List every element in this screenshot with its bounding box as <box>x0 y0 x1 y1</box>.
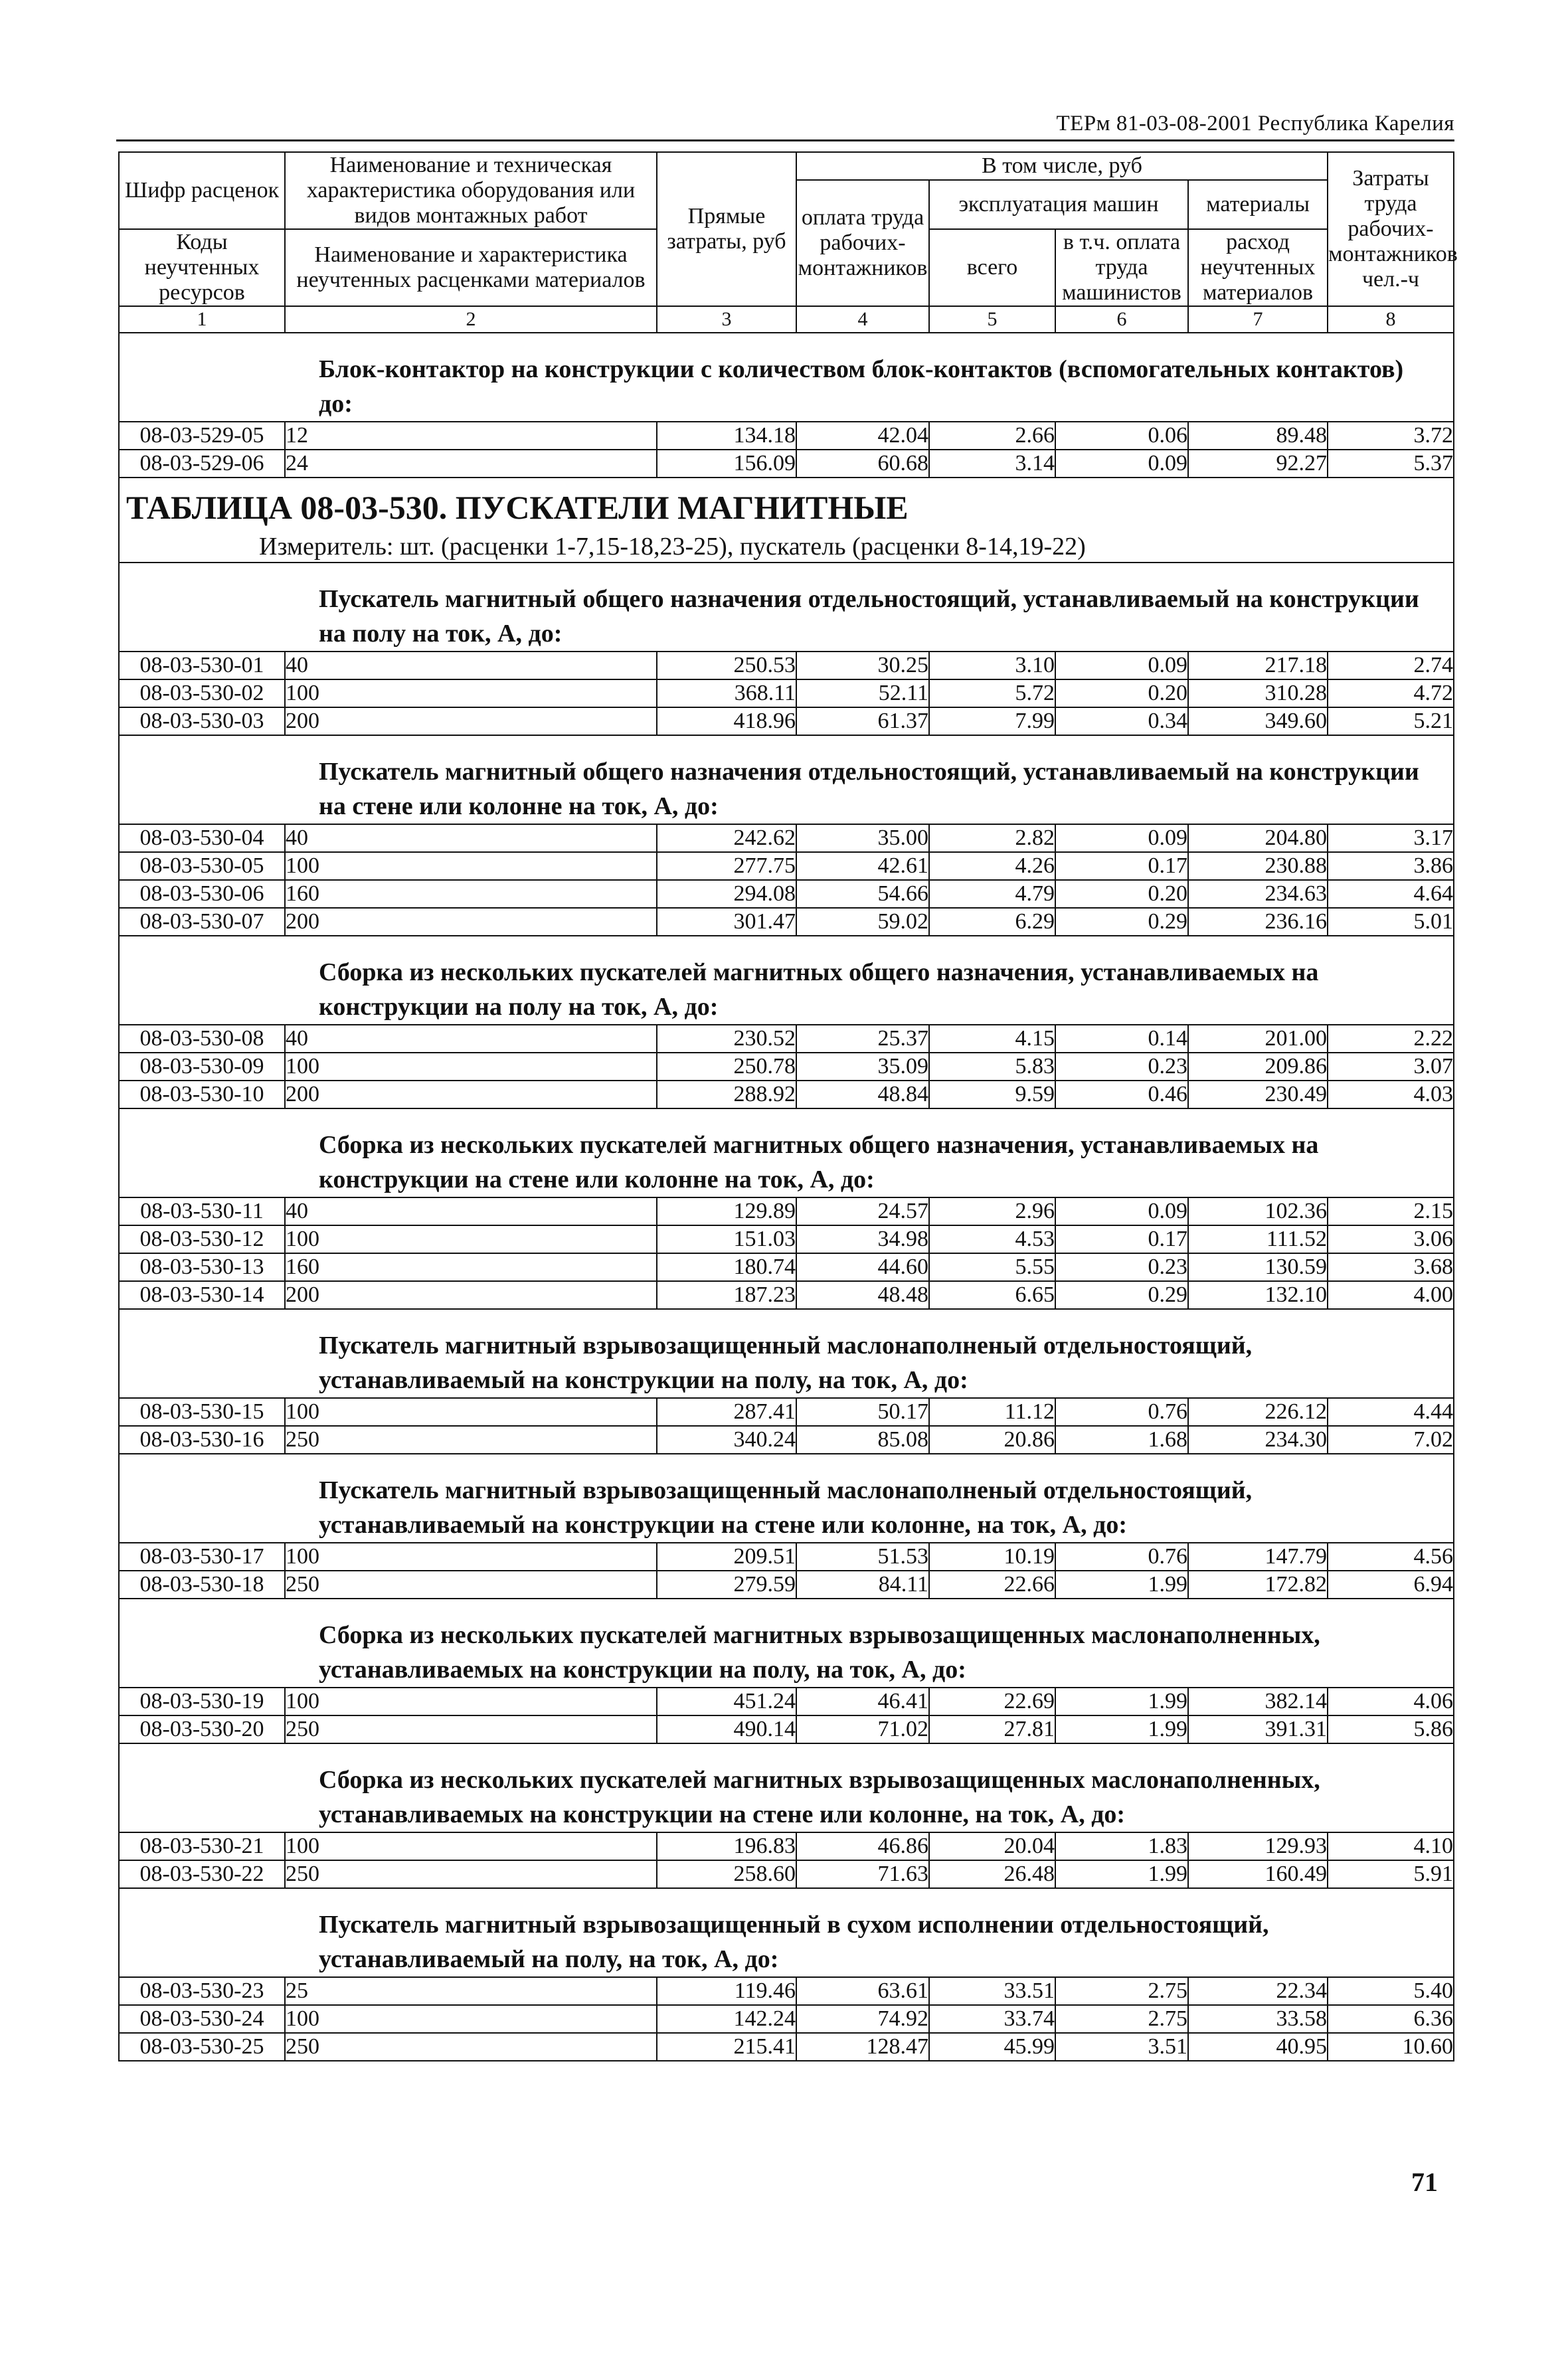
rate-value: 2.74 <box>1328 652 1454 679</box>
rate-value: 2.22 <box>1328 1025 1454 1053</box>
rate-value: 128.47 <box>796 2033 929 2061</box>
rate-value: 6.36 <box>1328 2005 1454 2033</box>
rate-parameter: 160 <box>285 880 657 908</box>
table-row <box>119 1281 1454 1309</box>
rate-value: 0.29 <box>1055 1281 1188 1309</box>
rate-code: 08-03-530-07 <box>119 908 285 936</box>
col-including: В том числе, руб <box>796 152 1328 180</box>
rate-value: 3.06 <box>1328 1225 1454 1253</box>
rate-parameter: 200 <box>285 908 657 936</box>
rate-value: 2.75 <box>1055 2005 1188 2033</box>
table-row <box>119 1398 1454 1426</box>
rate-parameter: 100 <box>285 1398 657 1426</box>
rate-value: 0.76 <box>1055 1543 1188 1571</box>
rate-value: 0.20 <box>1055 679 1188 707</box>
col-name-top: Наименование и техническая характеристика оборудования или видов монтажных работ <box>285 152 657 229</box>
rate-value: 0.29 <box>1055 908 1188 936</box>
col-machines-total: всего <box>929 229 1055 306</box>
col-code-top: Шифр расценок <box>119 152 285 229</box>
rate-parameter: 200 <box>285 1081 657 1108</box>
rate-value: 5.21 <box>1328 707 1454 735</box>
rate-value: 277.75 <box>657 852 796 880</box>
table-row <box>119 2033 1454 2061</box>
col-number: 2 <box>285 306 657 333</box>
rate-value: 48.84 <box>796 1081 929 1108</box>
rate-value: 1.83 <box>1055 1832 1188 1860</box>
table-row <box>119 1025 1454 1053</box>
rate-code: 08-03-530-19 <box>119 1688 285 1715</box>
rate-value: 279.59 <box>657 1571 796 1599</box>
col-number: 3 <box>657 306 796 333</box>
rate-value: 46.86 <box>796 1832 929 1860</box>
section-title: Сборка из нескольких пускателей магнитных взрывозащищенных маслонаполненных, устанавливаемых на конструкции на стене или колонне, на ток, А, до: <box>319 1766 1320 1828</box>
section-title-row <box>119 1888 1454 1977</box>
rate-value: 4.03 <box>1328 1081 1454 1108</box>
col-name-bottom: Наименование и характеристика неучтенных расценками материалов <box>285 229 657 306</box>
rate-code: 08-03-530-03 <box>119 707 285 735</box>
col-machines: эксплуатация машин <box>929 180 1188 229</box>
rate-value: 294.08 <box>657 880 796 908</box>
table-row <box>119 824 1454 852</box>
rate-value: 30.25 <box>796 652 929 679</box>
rate-value: 59.02 <box>796 908 929 936</box>
rate-value: 60.68 <box>796 450 929 478</box>
rate-parameter: 100 <box>285 679 657 707</box>
rate-value: 6.94 <box>1328 1571 1454 1599</box>
table-row <box>119 1543 1454 1571</box>
rate-value: 209.86 <box>1188 1053 1328 1081</box>
table-row <box>119 2005 1454 2033</box>
table-measure-unit: Измеритель: шт. (расценки 1-7,15-18,23-25), пускатель (расценки 8-14,19-22) <box>259 533 1086 561</box>
table-row <box>119 679 1454 707</box>
section-title-row <box>119 1454 1454 1543</box>
rate-value: 4.72 <box>1328 679 1454 707</box>
rate-parameter: 100 <box>285 1688 657 1715</box>
col-number: 1 <box>119 306 285 333</box>
section-title-row <box>119 1599 1454 1688</box>
section-title: Пускатель магнитный общего назначения отдельностоящий, устанавливаемый на конструкции на стене или колонне на ток, А, до: <box>319 758 1419 820</box>
rate-value: 4.15 <box>929 1025 1055 1053</box>
column-numbers-row <box>119 306 1454 333</box>
rate-value: 4.64 <box>1328 880 1454 908</box>
rate-value: 6.29 <box>929 908 1055 936</box>
rate-value: 217.18 <box>1188 652 1328 679</box>
rate-value: 234.30 <box>1188 1426 1328 1454</box>
rate-value: 45.99 <box>929 2033 1055 2061</box>
rate-code: 08-03-530-23 <box>119 1977 285 2005</box>
rate-value: 2.75 <box>1055 1977 1188 2005</box>
rate-parameter: 40 <box>285 1197 657 1225</box>
table-row <box>119 1197 1454 1225</box>
rate-code: 08-03-530-02 <box>119 679 285 707</box>
rate-value: 42.61 <box>796 852 929 880</box>
rate-value: 382.14 <box>1188 1688 1328 1715</box>
rate-value: 89.48 <box>1188 422 1328 450</box>
rate-parameter: 40 <box>285 652 657 679</box>
rate-value: 10.60 <box>1328 2033 1454 2061</box>
rate-code: 08-03-530-01 <box>119 652 285 679</box>
rate-value: 340.24 <box>657 1426 796 1454</box>
table-row <box>119 1426 1454 1454</box>
rate-value: 142.24 <box>657 2005 796 2033</box>
rate-value: 4.79 <box>929 880 1055 908</box>
rate-value: 2.66 <box>929 422 1055 450</box>
rate-code: 08-03-530-10 <box>119 1081 285 1108</box>
rate-value: 5.72 <box>929 679 1055 707</box>
rate-value: 3.14 <box>929 450 1055 478</box>
rate-value: 209.51 <box>657 1543 796 1571</box>
rate-parameter: 40 <box>285 824 657 852</box>
table-row <box>119 1715 1454 1743</box>
rate-value: 85.08 <box>796 1426 929 1454</box>
rate-value: 27.81 <box>929 1715 1055 1743</box>
rate-value: 234.63 <box>1188 880 1328 908</box>
section-title: Сборка из нескольких пускателей магнитных общего назначения, устанавливаемых на конструкции на стене или колонне на ток, А, до: <box>319 1131 1319 1193</box>
rate-value: 33.74 <box>929 2005 1055 2033</box>
rate-value: 201.00 <box>1188 1025 1328 1053</box>
rate-value: 204.80 <box>1188 824 1328 852</box>
rate-parameter: 200 <box>285 707 657 735</box>
rate-value: 22.69 <box>929 1688 1055 1715</box>
rate-value: 5.86 <box>1328 1715 1454 1743</box>
rate-value: 10.19 <box>929 1543 1055 1571</box>
rate-value: 0.06 <box>1055 422 1188 450</box>
rate-value: 0.23 <box>1055 1053 1188 1081</box>
table-row <box>119 1053 1454 1081</box>
table-body <box>119 333 1454 2061</box>
section-title: Пускатель магнитный взрывозащищенный маслонаполненый отдельностоящий, устанавливаемый на конструкции на полу, на ток, А, до: <box>319 1332 1253 1394</box>
rate-value: 48.48 <box>796 1281 929 1309</box>
rate-value: 4.06 <box>1328 1688 1454 1715</box>
rate-value: 418.96 <box>657 707 796 735</box>
rate-parameter: 250 <box>285 1715 657 1743</box>
rate-value: 25.37 <box>796 1025 929 1053</box>
section-title-row <box>119 563 1454 652</box>
section-title: Пускатель магнитный общего назначения отдельностоящий, устанавливаемый на конструкции на полу на ток, А, до: <box>319 585 1419 648</box>
rate-value: 160.49 <box>1188 1860 1328 1888</box>
col-direct-costs: Прямые затраты, руб <box>657 152 796 306</box>
col-code-bottom: Коды неучтенных ресурсов <box>119 229 285 306</box>
rate-value: 2.82 <box>929 824 1055 852</box>
rate-parameter: 100 <box>285 1053 657 1081</box>
rate-value: 0.14 <box>1055 1025 1188 1053</box>
rate-code: 08-03-529-06 <box>119 450 285 478</box>
rate-value: 3.51 <box>1055 2033 1188 2061</box>
rate-value: 132.10 <box>1188 1281 1328 1309</box>
rate-value: 71.63 <box>796 1860 929 1888</box>
section-title-row <box>119 735 1454 824</box>
rate-value: 288.92 <box>657 1081 796 1108</box>
rate-code: 08-03-530-24 <box>119 2005 285 2033</box>
table-header <box>119 152 1458 333</box>
page-number: 71 <box>1411 2167 1438 2197</box>
rate-value: 287.41 <box>657 1398 796 1426</box>
rate-value: 250.78 <box>657 1053 796 1081</box>
rate-value: 35.00 <box>796 824 929 852</box>
rate-value: 151.03 <box>657 1225 796 1253</box>
rate-value: 46.41 <box>796 1688 929 1715</box>
col-number: 4 <box>796 306 929 333</box>
table-row <box>119 1688 1454 1715</box>
rate-value: 1.99 <box>1055 1715 1188 1743</box>
rate-code: 08-03-530-04 <box>119 824 285 852</box>
table-title-row <box>119 478 1454 563</box>
section-title: Сборка из нескольких пускателей магнитных взрывозащищенных маслонаполненных, устанавливаемых на конструкции на полу, на ток, А, до: <box>319 1621 1320 1684</box>
table-row <box>119 1832 1454 1860</box>
col-machinists-pay: в т.ч. оплата труда машинистов <box>1055 229 1188 306</box>
table-row <box>119 1860 1454 1888</box>
rate-value: 236.16 <box>1188 908 1328 936</box>
rate-value: 5.40 <box>1328 1977 1454 2005</box>
section-title-row <box>119 333 1454 422</box>
table-row <box>119 1977 1454 2005</box>
rate-value: 368.11 <box>657 679 796 707</box>
col-unaccounted-materials: расход неучтенных материалов <box>1188 229 1328 306</box>
section-title: Пускатель магнитный взрывозащищенный маслонаполненый отдельностоящий, устанавливаемый на конструкции на стене или колонне, на ток, А, до: <box>319 1476 1253 1539</box>
rate-value: 0.09 <box>1055 450 1188 478</box>
rate-value: 71.02 <box>796 1715 929 1743</box>
rate-value: 156.09 <box>657 450 796 478</box>
rate-value: 4.10 <box>1328 1832 1454 1860</box>
rate-value: 22.34 <box>1188 1977 1328 2005</box>
rate-value: 4.44 <box>1328 1398 1454 1426</box>
rate-value: 0.09 <box>1055 824 1188 852</box>
table-row <box>119 1225 1454 1253</box>
rate-value: 92.27 <box>1188 450 1328 478</box>
rate-code: 08-03-530-16 <box>119 1426 285 1454</box>
rate-code: 08-03-530-17 <box>119 1543 285 1571</box>
rate-value: 4.56 <box>1328 1543 1454 1571</box>
rate-value: 52.11 <box>796 679 929 707</box>
rate-code: 08-03-530-11 <box>119 1197 285 1225</box>
section-title-row <box>119 1108 1454 1197</box>
rate-value: 129.93 <box>1188 1832 1328 1860</box>
section-title: Пускатель магнитный взрывозащищенный в сухом исполнении отдельностоящий, устанавливаемый на полу, на ток, А, до: <box>319 1911 1269 1973</box>
rate-value: 2.96 <box>929 1197 1055 1225</box>
rate-value: 35.09 <box>796 1053 929 1081</box>
rate-value: 180.74 <box>657 1253 796 1281</box>
rate-value: 230.52 <box>657 1025 796 1053</box>
rate-value: 4.53 <box>929 1225 1055 1253</box>
col-number: 8 <box>1328 306 1454 333</box>
section-title-row <box>119 1309 1454 1398</box>
rate-value: 4.00 <box>1328 1281 1454 1309</box>
rate-code: 08-03-530-20 <box>119 1715 285 1743</box>
rate-value: 3.72 <box>1328 422 1454 450</box>
rate-value: 5.55 <box>929 1253 1055 1281</box>
rate-code: 08-03-530-14 <box>119 1281 285 1309</box>
table-row <box>119 880 1454 908</box>
rate-value: 0.17 <box>1055 852 1188 880</box>
rate-value: 44.60 <box>796 1253 929 1281</box>
section-title-row <box>119 1743 1454 1832</box>
rate-value: 5.91 <box>1328 1860 1454 1888</box>
rate-value: 50.17 <box>796 1398 929 1426</box>
rate-value: 0.34 <box>1055 707 1188 735</box>
rate-value: 84.11 <box>796 1571 929 1599</box>
rate-code: 08-03-529-05 <box>119 422 285 450</box>
table-row <box>119 652 1454 679</box>
rate-value: 230.88 <box>1188 852 1328 880</box>
rate-code: 08-03-530-06 <box>119 880 285 908</box>
rate-value: 3.86 <box>1328 852 1454 880</box>
rate-value: 1.68 <box>1055 1426 1188 1454</box>
rate-parameter: 250 <box>285 1860 657 1888</box>
rate-value: 0.20 <box>1055 880 1188 908</box>
rate-value: 9.59 <box>929 1081 1055 1108</box>
rate-value: 7.99 <box>929 707 1055 735</box>
col-labor-hours: Затраты труда рабочих-монтажников чел.-ч <box>1328 152 1454 306</box>
rate-value: 258.60 <box>657 1860 796 1888</box>
rate-value: 129.89 <box>657 1197 796 1225</box>
table-row <box>119 852 1454 880</box>
col-number: 5 <box>929 306 1055 333</box>
col-materials: материалы <box>1188 180 1328 229</box>
section-title: Сборка из нескольких пускателей магнитных общего назначения, устанавливаемых на конструкции на полу на ток, А, до: <box>319 958 1319 1021</box>
rate-value: 22.66 <box>929 1571 1055 1599</box>
rate-value: 7.02 <box>1328 1426 1454 1454</box>
price-sheet <box>118 151 1458 2061</box>
rate-value: 5.37 <box>1328 450 1454 478</box>
rate-parameter: 100 <box>285 852 657 880</box>
rate-parameter: 160 <box>285 1253 657 1281</box>
rate-value: 301.47 <box>657 908 796 936</box>
rate-value: 20.04 <box>929 1832 1055 1860</box>
col-number: 6 <box>1055 306 1188 333</box>
table-row <box>119 908 1454 936</box>
rate-code: 08-03-530-18 <box>119 1571 285 1599</box>
rate-value: 33.58 <box>1188 2005 1328 2033</box>
rate-value: 119.46 <box>657 1977 796 2005</box>
rate-value: 24.57 <box>796 1197 929 1225</box>
rate-value: 147.79 <box>1188 1543 1328 1571</box>
rate-value: 3.10 <box>929 652 1055 679</box>
rate-code: 08-03-530-25 <box>119 2033 285 2061</box>
rate-value: 130.59 <box>1188 1253 1328 1281</box>
rate-parameter: 100 <box>285 1832 657 1860</box>
rate-value: 250.53 <box>657 652 796 679</box>
rate-parameter: 12 <box>285 422 657 450</box>
rate-value: 3.68 <box>1328 1253 1454 1281</box>
rate-parameter: 25 <box>285 1977 657 2005</box>
rate-value: 3.07 <box>1328 1053 1454 1081</box>
rate-value: 54.66 <box>796 880 929 908</box>
rate-value: 4.26 <box>929 852 1055 880</box>
rate-parameter: 250 <box>285 1426 657 1454</box>
rate-code: 08-03-530-13 <box>119 1253 285 1281</box>
rate-value: 61.37 <box>796 707 929 735</box>
rate-value: 0.17 <box>1055 1225 1188 1253</box>
table-row <box>119 1081 1454 1108</box>
rate-code: 08-03-530-15 <box>119 1398 285 1426</box>
rate-parameter: 100 <box>285 1543 657 1571</box>
rate-value: 40.95 <box>1188 2033 1328 2061</box>
rate-parameter: 100 <box>285 1225 657 1253</box>
rate-value: 6.65 <box>929 1281 1055 1309</box>
rate-value: 0.76 <box>1055 1398 1188 1426</box>
rate-parameter: 40 <box>285 1025 657 1053</box>
table-row <box>119 1253 1454 1281</box>
rate-value: 215.41 <box>657 2033 796 2061</box>
rate-value: 230.49 <box>1188 1081 1328 1108</box>
rate-value: 111.52 <box>1188 1225 1328 1253</box>
rate-value: 391.31 <box>1188 1715 1328 1743</box>
col-number: 7 <box>1188 306 1328 333</box>
rate-value: 3.17 <box>1328 824 1454 852</box>
table-row <box>119 450 1454 478</box>
rate-value: 226.12 <box>1188 1398 1328 1426</box>
rate-code: 08-03-530-05 <box>119 852 285 880</box>
rate-value: 42.04 <box>796 422 929 450</box>
rate-value: 1.99 <box>1055 1860 1188 1888</box>
rate-value: 0.09 <box>1055 652 1188 679</box>
section-title: Блок-контактор на конструкции с количеством блок-контактов (вспомогательных контактов) до: <box>319 355 1404 418</box>
rate-value: 102.36 <box>1188 1197 1328 1225</box>
table-row <box>119 707 1454 735</box>
col-labor-pay: оплата труда рабочих-монтажников <box>796 180 929 306</box>
rate-value: 310.28 <box>1188 679 1328 707</box>
rate-value: 5.83 <box>929 1053 1055 1081</box>
rate-parameter: 250 <box>285 1571 657 1599</box>
rate-value: 242.62 <box>657 824 796 852</box>
rate-value: 63.61 <box>796 1977 929 2005</box>
rate-value: 0.23 <box>1055 1253 1188 1281</box>
rate-code: 08-03-530-12 <box>119 1225 285 1253</box>
rate-parameter: 24 <box>285 450 657 478</box>
rate-value: 196.83 <box>657 1832 796 1860</box>
rate-value: 490.14 <box>657 1715 796 1743</box>
rate-value: 349.60 <box>1188 707 1328 735</box>
rate-value: 26.48 <box>929 1860 1055 1888</box>
rate-value: 134.18 <box>657 422 796 450</box>
rate-code: 08-03-530-08 <box>119 1025 285 1053</box>
rate-value: 5.01 <box>1328 908 1454 936</box>
rate-parameter: 100 <box>285 2005 657 2033</box>
rate-code: 08-03-530-09 <box>119 1053 285 1081</box>
rate-value: 1.99 <box>1055 1688 1188 1715</box>
rate-value: 33.51 <box>929 1977 1055 2005</box>
rate-value: 74.92 <box>796 2005 929 2033</box>
rate-parameter: 250 <box>285 2033 657 2061</box>
rate-value: 451.24 <box>657 1688 796 1715</box>
table-title: ТАБЛИЦА 08-03-530. ПУСКАТЕЛИ МАГНИТНЫЕ <box>126 489 909 526</box>
table-row <box>119 1571 1454 1599</box>
document-header: ТЕРм 81-03-08-2001 Республика Карелия <box>1056 112 1454 135</box>
rate-value: 0.09 <box>1055 1197 1188 1225</box>
rate-value: 34.98 <box>796 1225 929 1253</box>
header-rule <box>116 139 1454 141</box>
price-table <box>118 151 1458 2061</box>
rate-value: 11.12 <box>929 1398 1055 1426</box>
rate-value: 51.53 <box>796 1543 929 1571</box>
rate-value: 20.86 <box>929 1426 1055 1454</box>
rate-parameter: 200 <box>285 1281 657 1309</box>
rate-value: 172.82 <box>1188 1571 1328 1599</box>
rate-code: 08-03-530-21 <box>119 1832 285 1860</box>
rate-value: 0.46 <box>1055 1081 1188 1108</box>
table-row <box>119 422 1454 450</box>
rate-value: 1.99 <box>1055 1571 1188 1599</box>
rate-code: 08-03-530-22 <box>119 1860 285 1888</box>
section-title-row <box>119 936 1454 1025</box>
rate-value: 2.15 <box>1328 1197 1454 1225</box>
rate-value: 187.23 <box>657 1281 796 1309</box>
